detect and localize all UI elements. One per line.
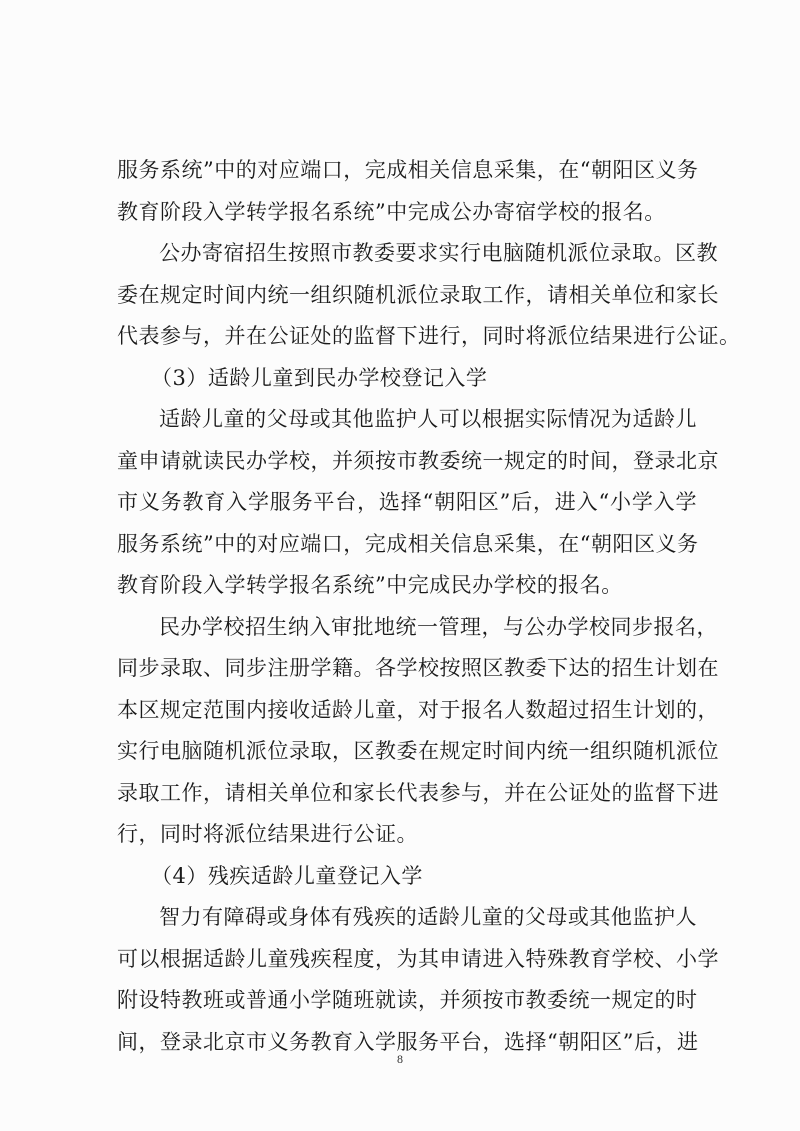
text-line: 委在规定时间内统一组织随机派位录取工作，请相关单位和家长	[117, 282, 719, 307]
text-line: 教育阶段入学转学报名系统”中完成公办寄宿学校的报名。	[117, 199, 666, 224]
text-line: 间，登录北京市义务教育入学服务平台，选择“朝阳区”后，进	[117, 1029, 699, 1054]
text-line: 适龄儿童的父母或其他监护人可以根据实际情况为适龄儿	[159, 407, 697, 431]
text-line: 童申请就读民办学校，并须按市教委统一规定的时间，登录北京	[117, 448, 719, 473]
text-line: 智力有障碍或身体有残疾的适龄儿童的父母或其他监护人	[159, 905, 697, 929]
text-line: 行，同时将派位结果进行公证。	[117, 822, 418, 846]
text-line: 代表参与，并在公证处的监督下进行，同时将派位结果进行公证。	[117, 324, 741, 348]
page-number: 8	[397, 1052, 403, 1066]
text-line: 录取工作，请相关单位和家长代表参与，并在公证处的监督下进	[117, 780, 719, 805]
text-line: 教育阶段入学转学报名系统”中完成民办学校的报名。	[117, 573, 623, 597]
text-line: 同步录取、同步注册学籍。各学校按照区教委下达的招生计划在	[117, 656, 719, 680]
text-line: 民办学校招生纳入审批地统一管理，与公办学校同步报名，	[159, 614, 718, 639]
text-line: 附设特教班或普通小学随班就读，并须按市教委统一规定的时	[117, 988, 698, 1012]
text-line: 可以根据适龄儿童残疾程度，为其申请进入特殊教育学校、小学	[117, 946, 719, 971]
text-line: 本区规定范围内接收适龄儿童，对于报名人数超过招生计划的，	[117, 697, 719, 722]
text-line: 服务系统”中的对应端口，完成相关信息采集，在“朝阳区义务	[117, 158, 699, 182]
text-line: 公办寄宿招生按照市教委要求实行电脑随机派位录取。区教	[159, 241, 718, 265]
body-text	[117, 150, 741, 1063]
text-line: 市义务教育入学服务平台，选择“朝阳区”后，进入“小学入学	[117, 490, 697, 514]
text-line: 服务系统”中的对应端口，完成相关信息采集，在“朝阳区义务	[117, 531, 699, 556]
section-heading: （3）适龄儿童到民办学校登记入学	[151, 365, 488, 390]
text-line: 实行电脑随机派位录取，区教委在规定时间内统一组织随机派位	[117, 739, 719, 763]
section-heading: （4）残疾适龄儿童登记入学	[151, 863, 423, 888]
